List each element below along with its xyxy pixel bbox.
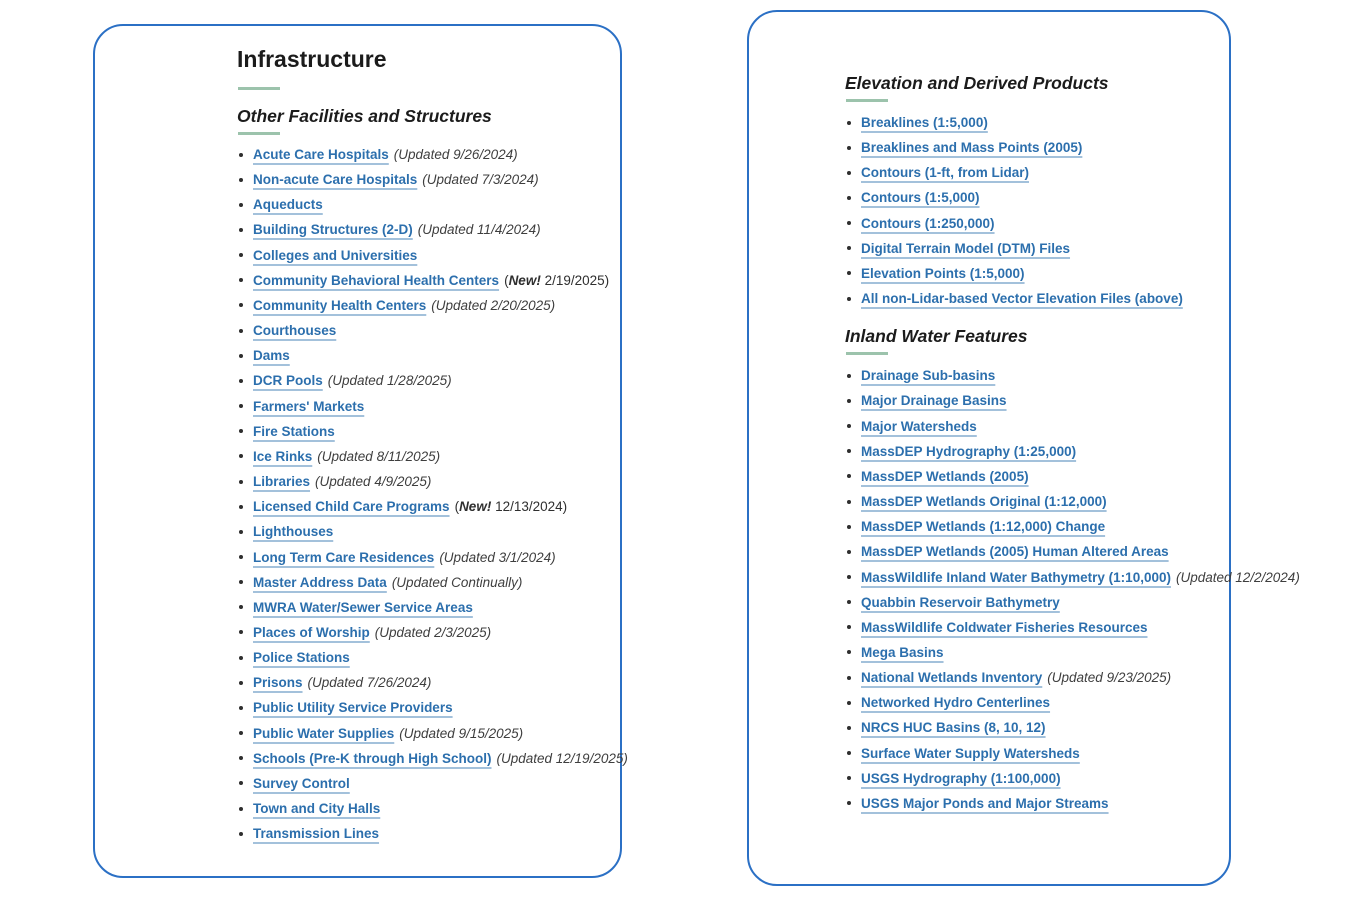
layer-list-item: [845, 160, 1229, 185]
layer-link[interactable]: MassDEP Wetlands (2005): [861, 468, 1029, 484]
layer-list-item: [237, 519, 620, 544]
layer-list-item: [237, 419, 620, 444]
layer-list: [237, 142, 628, 846]
layer-link[interactable]: USGS Major Ponds and Major Streams: [861, 795, 1109, 811]
layer-link[interactable]: Prisons: [253, 675, 303, 691]
layer-link[interactable]: Colleges and Universities: [253, 247, 418, 263]
layer-link[interactable]: Public Utility Service Providers: [253, 700, 453, 716]
layer-list-item: [237, 293, 620, 318]
layer-link[interactable]: MassWildlife Coldwater Fisheries Resources: [861, 619, 1148, 635]
layer-link[interactable]: Elevation Points (1:5,000): [861, 265, 1025, 281]
layer-link[interactable]: Libraries: [253, 474, 311, 490]
layer-list: [845, 110, 1229, 311]
update-note: (Updated 1/28/2025): [327, 373, 452, 389]
layer-list-item: [845, 590, 1229, 615]
layer-list-item: [845, 539, 1229, 564]
layer-link[interactable]: Ice Rinks: [253, 448, 313, 464]
layer-link[interactable]: Building Structures (2-D): [253, 222, 413, 238]
layer-list-item: [845, 464, 1229, 489]
layer-list-item: [845, 715, 1229, 740]
layer-list-item: [237, 746, 628, 771]
layer-link[interactable]: MassDEP Hydrography (1:25,000): [861, 443, 1077, 459]
layer-list-item: [845, 363, 1229, 388]
layer-list-item: [845, 690, 1229, 715]
layer-list-item: [845, 211, 1229, 236]
layer-link[interactable]: Contours (1:5,000): [861, 190, 980, 206]
layer-link[interactable]: DCR Pools: [253, 373, 323, 389]
layer-link[interactable]: Contours (1-ft, from Lidar): [861, 165, 1029, 181]
note-pre: (: [504, 272, 509, 288]
layer-link[interactable]: Long Term Care Residences: [253, 549, 435, 565]
update-note: (Updated 9/15/2025): [399, 725, 524, 741]
layer-list-item: [845, 640, 1229, 665]
update-note: (Updated 12/2/2024): [1175, 569, 1300, 585]
layer-list-item: [237, 670, 620, 695]
layer-link[interactable]: Town and City Halls: [253, 801, 381, 817]
layer-list-item: [237, 645, 620, 670]
layer-list-item: [237, 545, 620, 570]
layer-list-item: [237, 167, 620, 192]
page-title: Infrastructure: [237, 46, 387, 72]
heading-rule: [238, 87, 280, 90]
layer-list-item: [845, 615, 1229, 640]
layer-link[interactable]: Places of Worship: [253, 624, 370, 640]
update-note: (Updated 3/1/2024): [439, 549, 556, 565]
layer-link[interactable]: Quabbin Reservoir Bathymetry: [861, 594, 1060, 610]
layer-link[interactable]: Community Health Centers: [253, 297, 427, 313]
layer-list-item: [845, 185, 1229, 210]
layer-list-item: [237, 494, 620, 519]
layer-link[interactable]: Police Stations: [253, 650, 350, 666]
layer-link[interactable]: Master Address Data: [253, 574, 387, 590]
layer-list-item: [237, 595, 620, 620]
layer-list-item: [845, 665, 1229, 690]
layer-link[interactable]: Major Drainage Basins: [861, 393, 1007, 409]
layer-link[interactable]: Fire Stations: [253, 423, 335, 439]
section-inland-water: [845, 325, 1300, 816]
layer-link[interactable]: National Wetlands Inventory: [861, 670, 1043, 686]
layer-link[interactable]: Contours (1:250,000): [861, 215, 995, 231]
layer-link[interactable]: MassDEP Wetlands Original (1:12,000): [861, 494, 1107, 510]
section-heading: Other Facilities and Structures: [237, 106, 492, 126]
layer-list-item: [845, 261, 1229, 286]
new-note: [455, 499, 568, 514]
note-new: New!: [508, 272, 541, 288]
section-heading: Elevation and Derived Products: [845, 73, 1109, 93]
note-pre: (: [454, 499, 460, 515]
layer-list-item: [237, 469, 620, 494]
layer-list-item: [845, 489, 1229, 514]
layer-link[interactable]: USGS Hydrography (1:100,000): [861, 770, 1061, 786]
layer-list-item: [237, 343, 620, 368]
layer-link[interactable]: Surface Water Supply Watersheds: [861, 745, 1080, 761]
layer-list-item: [845, 414, 1229, 439]
update-note: (Updated 9/26/2024): [393, 147, 518, 162]
layer-link[interactable]: NRCS HUC Basins (8, 10, 12): [861, 720, 1046, 736]
layer-list-item: [237, 796, 620, 821]
layer-list-item: [845, 135, 1229, 160]
update-note: (Updated 4/9/2025): [315, 474, 432, 490]
layer-link[interactable]: Digital Terrain Model (DTM) Files: [861, 240, 1071, 256]
update-note: (Updated 8/11/2025): [317, 448, 441, 464]
layer-list-item: [237, 570, 620, 595]
section-other-facilities: [237, 105, 628, 846]
layer-link[interactable]: Community Behavioral Health Centers: [253, 272, 500, 288]
layer-link[interactable]: Licensed Child Care Programs: [253, 499, 450, 515]
layer-list-item: [845, 791, 1229, 816]
layer-link[interactable]: Mega Basins: [861, 644, 944, 660]
layer-list-item: [237, 721, 620, 746]
layer-list-item: [845, 514, 1229, 539]
heading-rule: [846, 352, 888, 355]
layer-link[interactable]: Non-acute Care Hospitals: [253, 172, 418, 188]
layer-list-item: [237, 620, 620, 645]
layer-link[interactable]: MWRA Water/Sewer Service Areas: [253, 599, 473, 615]
note-post: 2/19/2025): [540, 272, 610, 288]
layer-list-item: [237, 217, 620, 242]
layer-link[interactable]: Courthouses: [253, 323, 337, 339]
layer-list-item: [845, 741, 1229, 766]
update-note: (Updated 2/20/2025): [431, 297, 556, 313]
new-note: [504, 273, 609, 288]
layer-link[interactable]: Acute Care Hospitals: [253, 147, 389, 162]
update-note: (Updated 2/3/2025): [374, 624, 492, 640]
layer-list-item: [237, 695, 620, 720]
section-elevation: [845, 72, 1229, 311]
layer-link[interactable]: Drainage Sub-basins: [861, 368, 996, 384]
layer-link[interactable]: Breaklines and Mass Points (2005): [861, 140, 1083, 156]
layer-link[interactable]: Public Water Supplies: [253, 725, 395, 741]
layer-list-item: [237, 243, 620, 268]
layer-link[interactable]: Dams: [253, 348, 290, 364]
layer-link[interactable]: All non-Lidar-based Vector Elevation Files (above): [861, 291, 1183, 307]
layer-link[interactable]: MassDEP Wetlands (1:12,000) Change: [861, 519, 1106, 535]
layer-list-item: [237, 318, 620, 343]
layer-list-item: [237, 821, 620, 846]
infrastructure-card: [93, 24, 628, 878]
layer-link[interactable]: Networked Hydro Centerlines: [861, 695, 1051, 711]
layer-link[interactable]: MassWildlife Inland Water Bathymetry (1:10,000): [861, 569, 1171, 585]
layer-list-item: [845, 110, 1229, 135]
layer-link[interactable]: Survey Control: [253, 775, 350, 791]
update-note: (Updated 12/19/2025): [496, 750, 628, 766]
layer-link[interactable]: Schools (Pre-K through High School): [253, 750, 492, 766]
layer-list-item: [845, 286, 1229, 311]
layer-list-item: [237, 368, 620, 393]
layer-list-item: [237, 444, 620, 469]
update-note: (Updated 7/26/2024): [307, 675, 432, 691]
layer-list-item: [845, 439, 1229, 464]
heading-rule: [238, 132, 280, 135]
heading-rule: [846, 99, 888, 102]
layer-link[interactable]: Lighthouses: [253, 524, 334, 540]
update-note: (Updated Continually): [391, 574, 523, 590]
layer-list: [845, 363, 1300, 816]
layer-link[interactable]: Farmers' Markets: [253, 398, 365, 414]
layer-list-item: [845, 388, 1229, 413]
layer-list-item: [845, 565, 1300, 590]
layer-link[interactable]: Aqueducts: [253, 197, 323, 213]
note-new: New!: [459, 499, 492, 515]
layer-list-item: [237, 268, 620, 293]
layer-list-item: [237, 394, 620, 419]
layer-link[interactable]: Breaklines (1:5,000): [861, 115, 988, 130]
section-heading: Inland Water Features: [845, 326, 1028, 347]
elevation-water-card: [747, 10, 1300, 886]
layer-list-item: [237, 192, 620, 217]
layer-list-item: [845, 766, 1229, 791]
layer-list-item: [237, 142, 620, 167]
update-note: (Updated 7/3/2024): [422, 172, 539, 188]
note-post: 12/13/2024): [491, 499, 568, 515]
layer-link[interactable]: Transmission Lines: [253, 826, 380, 842]
layer-list-item: [237, 771, 620, 796]
layer-list-item: [845, 236, 1229, 261]
update-note: (Updated 9/23/2025): [1047, 670, 1172, 686]
update-note: (Updated 11/4/2024): [417, 222, 541, 238]
layer-link[interactable]: MassDEP Wetlands (2005) Human Altered Areas: [861, 544, 1169, 560]
layer-link[interactable]: Major Watersheds: [861, 418, 977, 434]
